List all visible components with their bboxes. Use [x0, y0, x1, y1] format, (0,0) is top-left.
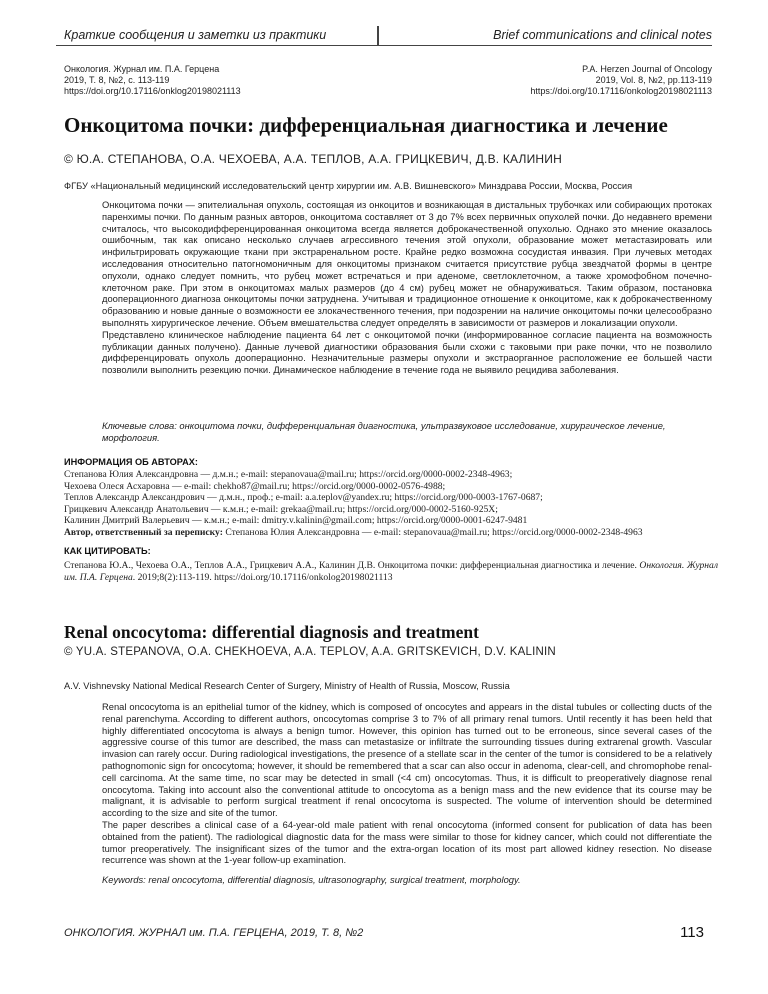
- header-section-en: Brief communications and clinical notes: [493, 28, 712, 42]
- journal-name-en: P.A. Herzen Journal of Oncology: [582, 64, 712, 74]
- journal-doi-ru: https://doi.org/10.17116/onklog20198021113: [64, 86, 241, 96]
- affiliation-ru: ФГБУ «Национальный медицинский исследовательский центр хирургии им. А.В. Вишневского» Минздрава России, Москва, Россия: [64, 181, 633, 191]
- authors-info-heading: ИНФОРМАЦИЯ ОБ АВТОРАХ:: [64, 457, 198, 467]
- abstract-en: [102, 702, 712, 867]
- header-divider: [377, 26, 379, 45]
- footer-journal-title: ОНКОЛОГИЯ. ЖУРНАЛ им. П.А. ГЕРЦЕНА, 2019, Т. 8, №2: [64, 927, 364, 939]
- abstract-ru-paragraph-1: Онкоцитома почки — эпителиальная опухоль, состоящая из онкоцитов и возникающая в дистальных трубочках или собирающих протоках паренхимы почки. По данным разных авторов, онкоцитома составляет от 3 до 7% всех первичных опухолей почки. До недавнего времени считалось, что высокодифференцированная онкоцитома всегда является доброкачественной опухолью. Однако это мнение оказалось ошибочным, так как описано несколько случаев агрессивного течения этой опухоли, образование может метастазировать или инфильтрировать окружающие ткани при экстраренальном росте. Крайне редко возможна сосудистая инвазия. При лучевых методах исследования относительно патогномоничным для онкоцитомы признаком считается присутствие рубца звездчатой формы в центре опухоли, однако следует помнить, что рубец может встречаться и при аденоме, светлоклеточном, а также хромофобном почечно-клеточном раке. При этом в онкоцитомах малых размеров (до 4 см) рубец может не обнаруживаться. Таким образом, постановка дооперационного диагноза онкоцитомы почки затруднена. Учитывая и традиционное отношение к онкоцитоме, как к доброкачественному образованию и новые данные о возможности ее злокачественного течения, при подозрении на наличие онкоцитомы почки целесообразно выполнять хирургическое лечение. Объем вмешательства следует определять в зависимости от размеров и локализации опухоли.: [102, 199, 712, 328]
- corresponding-author-value: Степанова Юлия Александровна — e-mail: stepanovaua@mail.ru; https://orcid.org/0000-0002-2348-4963: [222, 526, 643, 538]
- article-title-ru: Онкоцитома почки: дифференциальная диагностика и лечение: [64, 113, 668, 137]
- header-section-ru: Краткие сообщения и заметки из практики: [64, 28, 327, 42]
- running-header: [56, 26, 712, 46]
- author-info-line: Чехоева Олеся Асхаровна — e-mail: chekho87@mail.ru; https://orcid.org/0000-0002-0576-4988;: [64, 480, 446, 492]
- corresponding-author-label: Автор, ответственный за переписку:: [64, 526, 223, 538]
- author-info-line: Калинин Дмитрий Валерьевич — к.м.н.; e-mail: dmitry.v.kalinin@gmail.com; https://orcid.org/0000-0001-6247-9481: [64, 515, 528, 527]
- journal-issue-ru: 2019, Т. 8, №2, с. 113-119: [64, 75, 170, 85]
- journal-issue-en: 2019, Vol. 8, №2, pp.113-119: [595, 75, 712, 85]
- citation-journal: Онкология. Журнал им. П.А. Герцена: [64, 560, 719, 583]
- citation-authors-title: Степанова Ю.А., Чехоева О.А., Теплов А.А., Грицкевич А.А., Калинин Д.В. Онкоцитома почки: дифференциальная диагностика и лечение.: [64, 560, 640, 571]
- article-title-en: Renal oncocytoma: differential diagnosis and treatment: [64, 622, 479, 642]
- author-info-line: Степанова Юлия Александровна — д.м.н.; e-mail: stepanovaua@mail.ru; https://orcid.org/0000-0002-2348-4963;: [64, 469, 513, 480]
- citation-issue-doi: . 2019;8(2):113-119. https://doi.org/10.17116/onkolog20198021113: [132, 571, 393, 583]
- affiliation-en: A.V. Vishnevsky National Medical Research Center of Surgery, Ministry of Health of Russia, Moscow, Russia: [64, 681, 510, 691]
- page-number: 113: [680, 924, 704, 941]
- abstract-en-paragraph-1: Renal oncocytoma is an epithelial tumor of the kidney, which is composed of oncocytes and appears in the distal tubules or collecting ducts of the renal parenchyma. According to different authors, oncocytomas comprise 3 to 7% of all primary renal tumors. Until recently it has been held that highly differentiated oncocytoma is always a benign tumor. However, this opinion has turned out to be erroneous, since several cases of the aggressive course of this tumor are described, the mass can metastasize or infiltrate the surrounding tissues during extrarenal growth. Vascular invasion can rarely occur. During radiological investigations, the presence of a stellate scar in the center of the tumor is considered to be a relatively pathognomonic sign for oncocytoma; however, it should be remembered that a scar can also occur in adenoma, clear-cell, and chromophobe renal-cell carcinoma. At the same time, no scar may be detected in small (<4 cm) oncocytomas. Thus, it is difficult to preoperatively diagnose renal oncocytoma. Taking into account also the conventional attitude to oncocytoma as a benign mass and the new evidence that its course may be malignant, it is advisable to perform surgical treatment if renal oncocytoma is suspected. The volume of intervention should be determined according to the size and site of the tumor.: [102, 702, 712, 819]
- abstract-ru-paragraph-2: Представлено клиническое наблюдение пациента 64 лет с онкоцитомой почки (информированное согласие пациента на возможность публикации данных получено). Данные лучевой диагностики образования были схожи с таковыми при раке почки, что не позволило дифференцировать опухоль дооперационно. Незначительные размеры опухоли и экстраорганное расположение ее большей части позволили выполнить резекцию почки. Динамическое наблюдение в течение года не выявило рецидива заболевания.: [102, 328, 712, 376]
- citation-text: [64, 560, 718, 583]
- authors-ru: © Ю.А. СТЕПАНОВА, О.А. ЧЕХОЕВА, А.А. ТЕПЛОВ, А.А. ГРИЦКЕВИЧ, Д.В. КАЛИНИН: [64, 152, 562, 166]
- author-info-line: Грицкевич Александр Анатольевич — к.м.н.; e-mail: grekaa@mail.ru; https://orcid.org/000-0002-5160-925X;: [64, 503, 498, 515]
- abstract-ru: [102, 199, 712, 376]
- journal-doi-en: https://doi.org/10.17116/onkolog20198021113: [530, 86, 712, 96]
- journal-info-en: [530, 64, 712, 97]
- authors-en: © YU.A. STEPANOVA, O.A. CHEKHOEVA, A.A. TEPLOV, A.A. GRITSKEVICH, D.V. KALININ: [64, 646, 556, 658]
- abstract-en-paragraph-2: The paper describes a clinical case of a 64-year-old male patient with renal oncocytoma (informed consent for publication of data has been obtained from the patient). The radiological diagnostic data for the mass were similar to those for kidney cancer, which could not differentiate the tumor preoperatively. The insignificant sizes of the tumor and the extra-organ location of its most part allowed kidney resection. No disease recurrence was shown at the 1-year follow-up examination.: [102, 819, 712, 866]
- journal-info-ru: [64, 64, 241, 97]
- citation-heading: КАК ЦИТИРОВАТЬ:: [64, 546, 151, 556]
- authors-info-list: [64, 469, 718, 539]
- journal-name-ru: Онкология. Журнал им. П.А. Герцена: [64, 64, 220, 74]
- author-info-line: Теплов Александр Александрович — д.м.н., проф.; e-mail: a.a.teplov@yandex.ru; https://orcid.org/000-0003-1767-0687;: [64, 492, 543, 504]
- keywords-en: Keywords: renal oncocytoma, differential diagnosis, ultrasonography, surgical treatment, morphology.: [102, 874, 521, 885]
- keywords-ru: Ключевые слова: онкоцитома почки, дифференциальная диагностика, ультразвуковое исследование, хирургическое лечение, морфология.: [102, 420, 666, 443]
- corresponding-author: [64, 527, 718, 539]
